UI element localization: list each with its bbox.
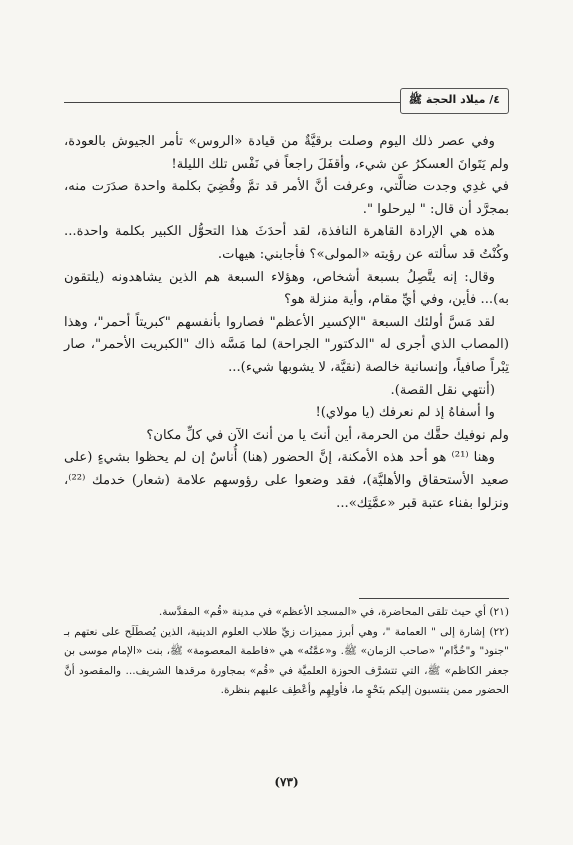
page-number: (٧٣) — [274, 775, 299, 789]
footnote: (٢١) أي حيث تلقى المحاضرة، في «المسجد الأعظم» في مدينة «قُم» المقدَّسة. — [158, 606, 509, 618]
paragraph: (أنتهي نقل القصة). — [390, 382, 495, 398]
paragraph: وقال: إنه يتَّصِلُ بسبعة أشخاص، وهؤلاء السبعة هم الذين يشاهدونه (يلتقون به)... فأين، وفي أيِّ مقام، وأية منزلة هو؟ — [64, 269, 509, 308]
paragraph: وا أسفاهُ إذ لم نعرفك (يا مولاي)! — [315, 405, 495, 421]
paragraph: وفي عصر ذلك اليوم وصلت برقيَّةٌ من قيادة «الروس» تأمر الجيوش بالعودة، ولم يَتَوانَ العسكرُ عن شيء، وأقفَلَ راجعاً في نَفْس تلك الليلة! — [64, 134, 509, 172]
footnote-divider — [359, 598, 509, 599]
paragraph: هذه هي الإرادة القاهرة النافذة، لقد أحدَثَ هذا التحوُّل الكبير بكلمة واحدة... وكُنْتُ قد سألته عن رؤيته «المولى»؟ فأجابني: هيهات. — [64, 224, 509, 262]
main-text — [64, 131, 509, 515]
paragraph: في غدِي وجدت ضالَّتي، وعرفت أنَّ الأمر قد تمَّ وقُضِيَ بكلمة واحدة صدَرَت منه، بمجرَّد أن قال: " ليرحلوا ". — [64, 179, 509, 217]
footnotes — [64, 603, 509, 701]
header-title: ٤/ ميلاد الحجة ﷺ — [400, 88, 509, 114]
running-header — [64, 88, 509, 112]
footnote: (٢٢) إشارة إلى " العمامة "، وهي أبرز مميزات زيِّ طلاب العلوم الدينية، الذين يُصطَلَح على نعتهم بـ "جنود" و"خُدَّام" «صاحب الزمان» ﷺ. و«عمَّتُه» هي «فاطمة المعصومة» ﷺ، بنت «الإمام موسى بن جعفر الكاظم» ﷺ، التي تتشرَّف الحوزة العلميَّة في «قُم» بمجاورة مرقدها الشريف... والمقصود أنَّ الحضور ممن ينتسبون إليكم بنَحْوٍ ما، فأولِهِم وأعْطِف عليهم بنظرة. — [64, 625, 509, 696]
paragraph: لقد مَسَّ أولئك السبعة "الإكسير الأعظم" فصاروا بأنفسهم "كبريتاً أحمر"، وهذا (المصاب الذي أجرى له "الدكتور" الجراحة) لما مَسَّه ذاك "الكبريت الأحمر"، صار تِبْراً صافياً، وإنسانية خالصة (نقيَّة، لا يشوبها شيء)... — [64, 314, 509, 375]
paragraph: وهنا ⁽²¹⁾ هو أحد هذه الأمكنة، إنَّ الحضور (هنا) أُناسٌ إن لم يحظوا بشيءٍ (على صعيد الأستحقاق والأهليَّة)، فقد وضعوا على رؤوسهم علامة (شعار) خدمك ⁽²²⁾، ونزلوا بفناء عتبة قبر «عمَّتِك»... — [64, 450, 509, 511]
paragraph: ولم نوفيك حقَّك من الحرمة، أين أنتَ يا من أنتَ الآن في كلِّ مكان؟ — [146, 427, 509, 443]
